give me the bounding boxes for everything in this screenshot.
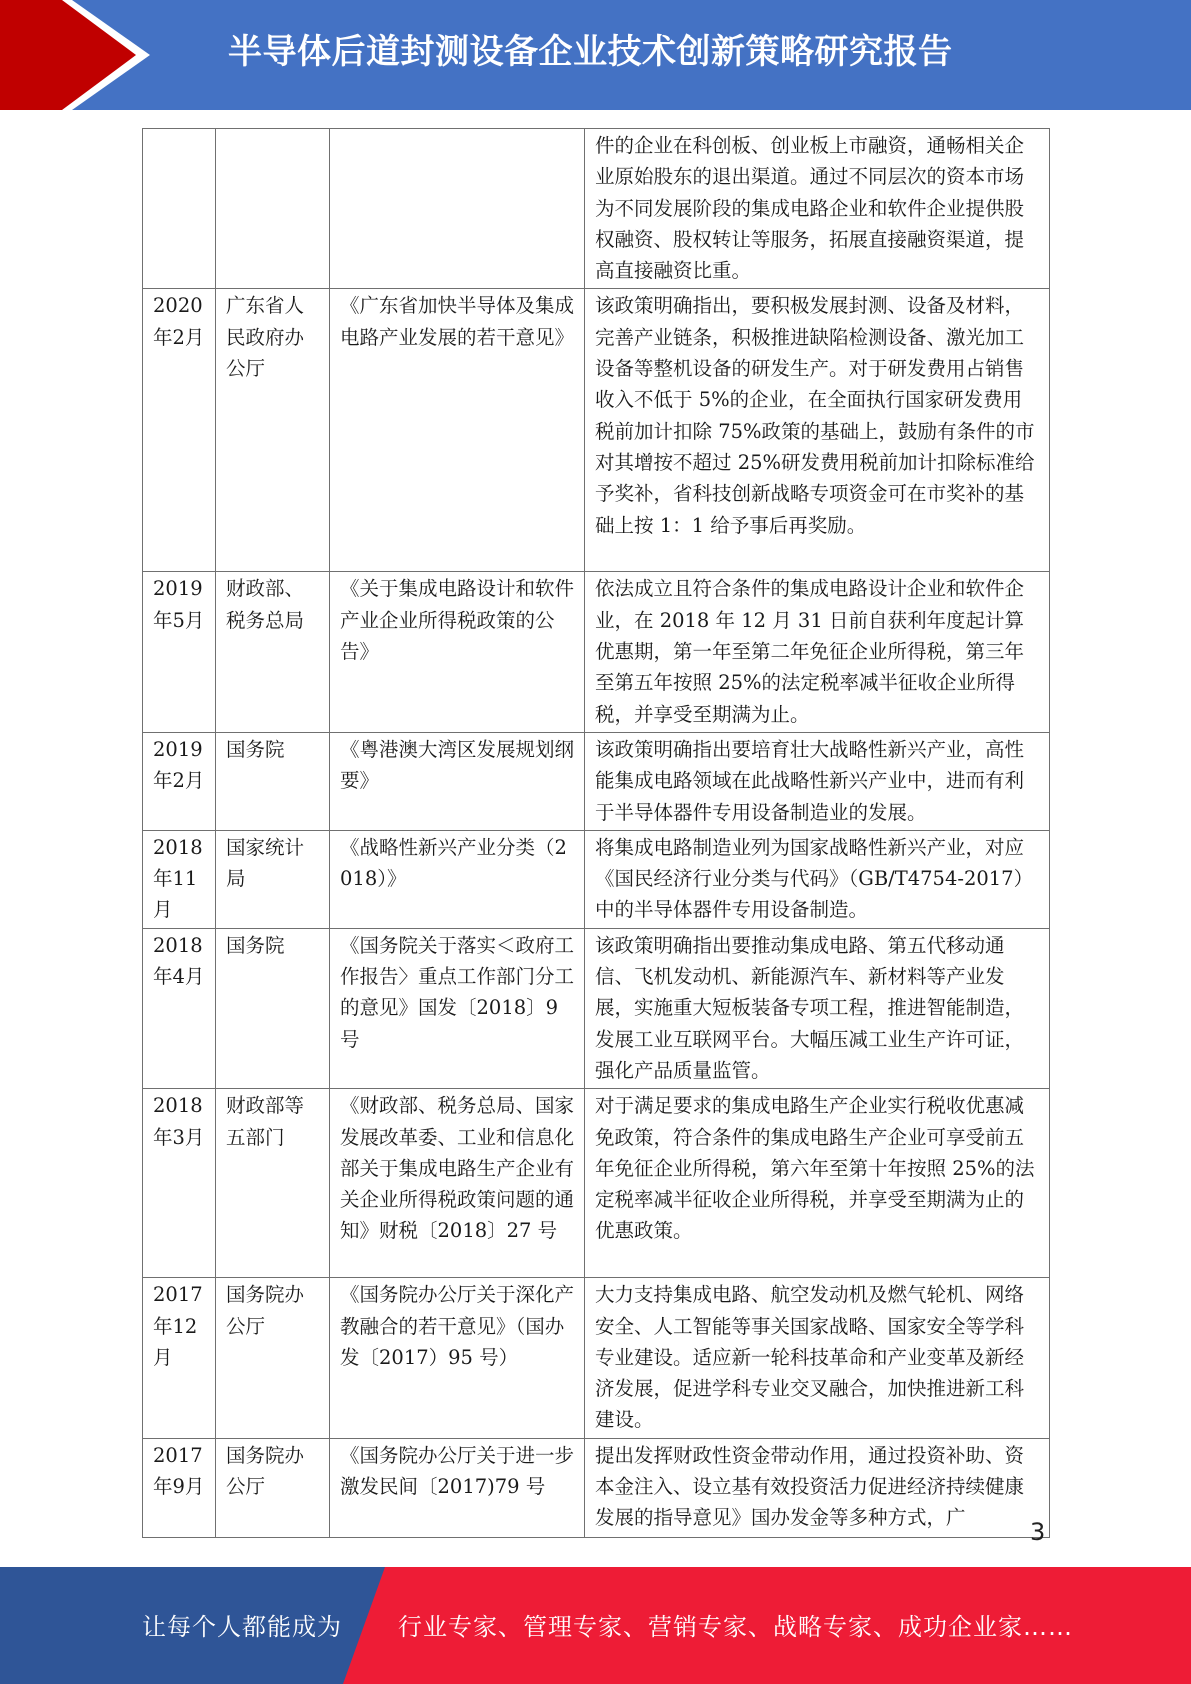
footer-slogan-right: 行业专家、管理专家、营销专家、战略专家、成功企业家…… — [398, 1613, 1073, 1641]
cell-issuer: 财政部等五部门 — [216, 1089, 330, 1278]
cell-content: 提出发挥财政性资金带动作用，通过投资补助、资本金注入、设立基有效投资活力促进经济持续健康发展的指导意见》国办发金等多种方式，广 — [585, 1438, 1050, 1537]
table-row — [143, 1438, 1050, 1537]
cell-issuer: 广东省人民政府办公厅 — [216, 289, 330, 572]
cell-issuer: 国务院办公厅 — [216, 1438, 330, 1537]
cell-date: 2020年2月 — [143, 289, 216, 572]
cell-issuer: 国家统计局 — [216, 830, 330, 928]
table-row — [143, 732, 1050, 830]
cell-content: 依法成立且符合条件的集成电路设计企业和软件企业，在 2018 年 12 月 31 日前自获利年度起计算优惠期，第一年至第二年免征企业所得税，第三年至第五年按照 25%的法定税率减半征收企业所得税，并享受至期满为止。 — [585, 572, 1050, 732]
cell-date: 2018年4月 — [143, 928, 216, 1088]
cell-content: 该政策明确指出，要积极发展封测、设备及材料，完善产业链条，积极推进缺陷检测设备、激光加工设备等整机设备的研发生产。对于研发费用占销售收入不低于 5%的企业，在全面执行国家研发费用税前加计扣除 75%政策的基础上，鼓励有条件的市对其增按不超过 25%研发费用税前加计扣除标准给予奖补，省科技创新战略专项资金可在市奖补的基础上按 1：1 给予事后再奖励。 — [585, 289, 1050, 572]
table-row — [143, 289, 1050, 572]
cell-document: 《关于集成电路设计和软件产业企业所得税政策的公告》 — [330, 572, 585, 732]
page-number: 3 — [1030, 1518, 1046, 1546]
table-row — [143, 129, 1050, 289]
cell-content: 将集成电路制造业列为国家战略性新兴产业，对应《国民经济行业分类与代码》（GB/T4754-2017）中的半导体器件专用设备制造。 — [585, 830, 1050, 928]
cell-document: 《财政部、税务总局、国家发展改革委、工业和信息化部关于集成电路生产企业有关企业所得税政策问题的通知》财税〔2018〕27 号 — [330, 1089, 585, 1278]
cell-issuer: 国务院 — [216, 928, 330, 1088]
cell-document — [330, 129, 585, 289]
cell-document: 《广东省加快半导体及集成电路产业发展的若干意见》 — [330, 289, 585, 572]
table-row — [143, 830, 1050, 928]
footer-slogan-left: 让每个人都能成为 — [142, 1613, 342, 1641]
cell-date — [143, 129, 216, 289]
cell-date: 2017年9月 — [143, 1438, 216, 1537]
cell-issuer — [216, 129, 330, 289]
cell-issuer: 财政部、税务总局 — [216, 572, 330, 732]
cell-issuer: 国务院 — [216, 732, 330, 830]
footer-banner — [0, 1567, 1191, 1684]
table-row — [143, 928, 1050, 1088]
cell-document: 《国务院办公厅关于进一步激发民间〔2017)79 号 — [330, 1438, 585, 1537]
cell-date: 2017年12月 — [143, 1278, 216, 1438]
cell-date: 2018年11月 — [143, 830, 216, 928]
report-header — [0, 0, 1191, 110]
table-row — [143, 572, 1050, 732]
cell-content: 件的企业在科创板、创业板上市融资，通畅相关企业原始股东的退出渠道。通过不同层次的资本市场为不同发展阶段的集成电路企业和软件企业提供股权融资、股权转让等服务，拓展直接融资渠道，提高直接融资比重。 — [585, 129, 1050, 289]
cell-content: 大力支持集成电路、航空发动机及燃气轮机、网络安全、人工智能等事关国家战略、国家安全等学科专业建设。适应新一轮科技革命和产业变革及新经济发展，促进学科专业交叉融合，加快推进新工科建设。 — [585, 1278, 1050, 1438]
cell-date: 2018年3月 — [143, 1089, 216, 1278]
cell-document: 《战略性新兴产业分类（2018）》 — [330, 830, 585, 928]
red-arrow-icon — [0, 0, 160, 110]
cell-document: 《国务院办公厅关于深化产教融合的若干意见》（国办发〔2017）95 号） — [330, 1278, 585, 1438]
cell-date: 2019年2月 — [143, 732, 216, 830]
cell-document: 《粤港澳大湾区发展规划纲要》 — [330, 732, 585, 830]
cell-content: 该政策明确指出要推动集成电路、第五代移动通信、飞机发动机、新能源汽车、新材料等产业发展，实施重大短板装备专项工程，推进智能制造，发展工业互联网平台。大幅压减工业生产许可证，强化产品质量监管。 — [585, 928, 1050, 1088]
policy-table — [142, 128, 1050, 1538]
cell-date: 2019年5月 — [143, 572, 216, 732]
cell-issuer: 国务院办公厅 — [216, 1278, 330, 1438]
table-row — [143, 1278, 1050, 1438]
report-title: 半导体后道封测设备企业技术创新策略研究报告 — [228, 32, 953, 72]
cell-document: 《国务院关于落实＜政府工作报告〉重点工作部门分工的意见》国发〔2018〕9 号 — [330, 928, 585, 1088]
cell-content: 对于满足要求的集成电路生产企业实行税收优惠减免政策，符合条件的集成电路生产企业可享受前五年免征企业所得税，第六年至第十年按照 25%的法定税率减半征收企业所得税，并享受至期满为止的优惠政策。 — [585, 1089, 1050, 1278]
cell-content: 该政策明确指出要培育壮大战略性新兴产业，高性能集成电路领域在此战略性新兴产业中，进而有利于半导体器件专用设备制造业的发展。 — [585, 732, 1050, 830]
table-row — [143, 1089, 1050, 1278]
